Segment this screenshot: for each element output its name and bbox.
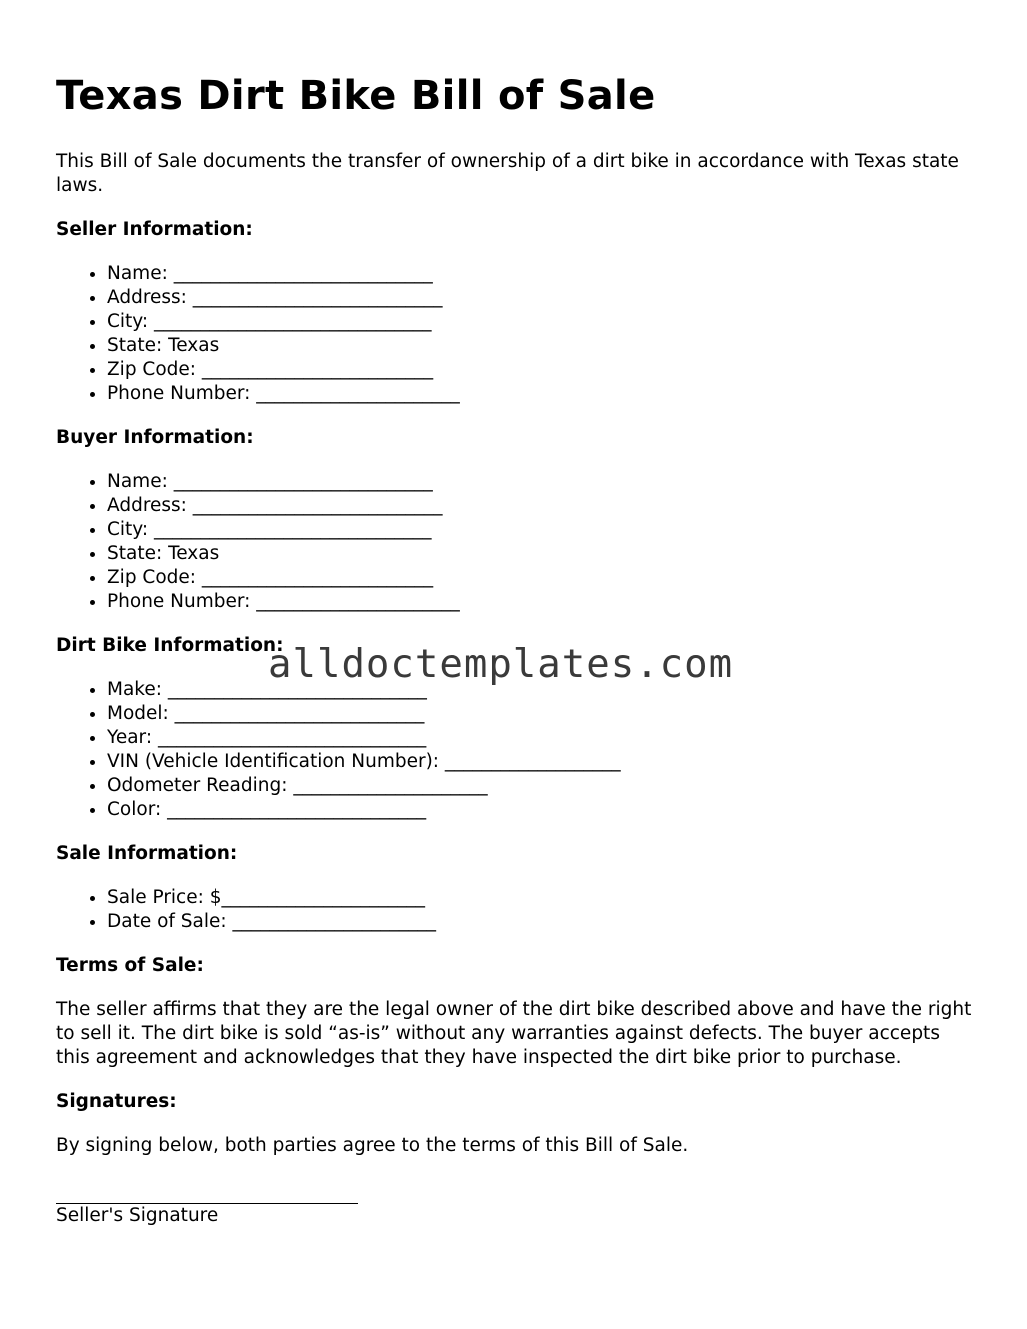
watermark: alldoctemplates.com bbox=[268, 642, 734, 687]
bike-year-field[interactable]: • Year: _____________________________ bbox=[107, 726, 976, 750]
bike-vin-field[interactable]: • VIN (Vehicle Identification Number): ___________________ bbox=[107, 750, 976, 774]
seller-signature-label: Seller's Signature bbox=[56, 1205, 219, 1226]
seller-name-field[interactable]: • Name: ____________________________ bbox=[107, 262, 976, 286]
buyer-phone-field[interactable]: • Phone Number: ______________________ bbox=[107, 590, 976, 614]
buyer-address-field[interactable]: • Address: ___________________________ bbox=[107, 494, 976, 518]
sale-heading: Sale Information: bbox=[56, 843, 238, 864]
seller-address-field[interactable]: • Address: ___________________________ bbox=[107, 286, 976, 310]
buyer-city-field[interactable]: • City: ______________________________ bbox=[107, 518, 976, 542]
buyer-list bbox=[56, 470, 976, 614]
buyer-name-field[interactable]: • Name: ____________________________ bbox=[107, 470, 976, 494]
bike-heading: Dirt Bike Information: bbox=[56, 635, 284, 656]
signatures-paragraph: By signing below, both parties agree to the terms of this Bill of Sale. bbox=[56, 1135, 689, 1156]
buyer-state-field: • State: Texas bbox=[107, 542, 976, 566]
terms-paragraph: The seller affirms that they are the legal owner of the dirt bike described above and have the right to sell it. The dirt bike is sold “as-is” without any warranties against defects. The buyer accepts this agreement and acknowledges that they have inspected the dirt bike prior to purchase. bbox=[56, 999, 972, 1068]
bike-odometer-field[interactable]: • Odometer Reading: _____________________ bbox=[107, 774, 976, 798]
buyer-heading: Buyer Information: bbox=[56, 427, 254, 448]
terms-heading: Terms of Sale: bbox=[56, 955, 204, 976]
bike-model-field[interactable]: • Model: ___________________________ bbox=[107, 702, 976, 726]
intro-paragraph: This Bill of Sale documents the transfer of ownership of a dirt bike in accordance with Texas state laws. bbox=[56, 151, 959, 196]
seller-zip-field[interactable]: • Zip Code: _________________________ bbox=[107, 358, 976, 382]
bike-color-field[interactable]: • Color: ____________________________ bbox=[107, 798, 976, 822]
seller-signature-line[interactable] bbox=[56, 1182, 358, 1204]
seller-state-field: • State: Texas bbox=[107, 334, 976, 358]
seller-phone-field[interactable]: • Phone Number: ______________________ bbox=[107, 382, 976, 406]
seller-city-field[interactable]: • City: ______________________________ bbox=[107, 310, 976, 334]
sale-price-field[interactable]: • Sale Price: $______________________ bbox=[107, 886, 976, 910]
buyer-zip-field[interactable]: • Zip Code: _________________________ bbox=[107, 566, 976, 590]
signatures-heading: Signatures: bbox=[56, 1091, 177, 1112]
document-title: Texas Dirt Bike Bill of Sale bbox=[56, 73, 656, 119]
sale-list bbox=[56, 886, 976, 934]
seller-signature-block bbox=[56, 1182, 976, 1228]
seller-heading: Seller Information: bbox=[56, 219, 253, 240]
sale-date-field[interactable]: • Date of Sale: ______________________ bbox=[107, 910, 976, 934]
seller-list bbox=[56, 262, 976, 406]
bike-make-field[interactable]: • Make: ____________________________ bbox=[107, 678, 976, 702]
bike-list bbox=[56, 678, 976, 822]
